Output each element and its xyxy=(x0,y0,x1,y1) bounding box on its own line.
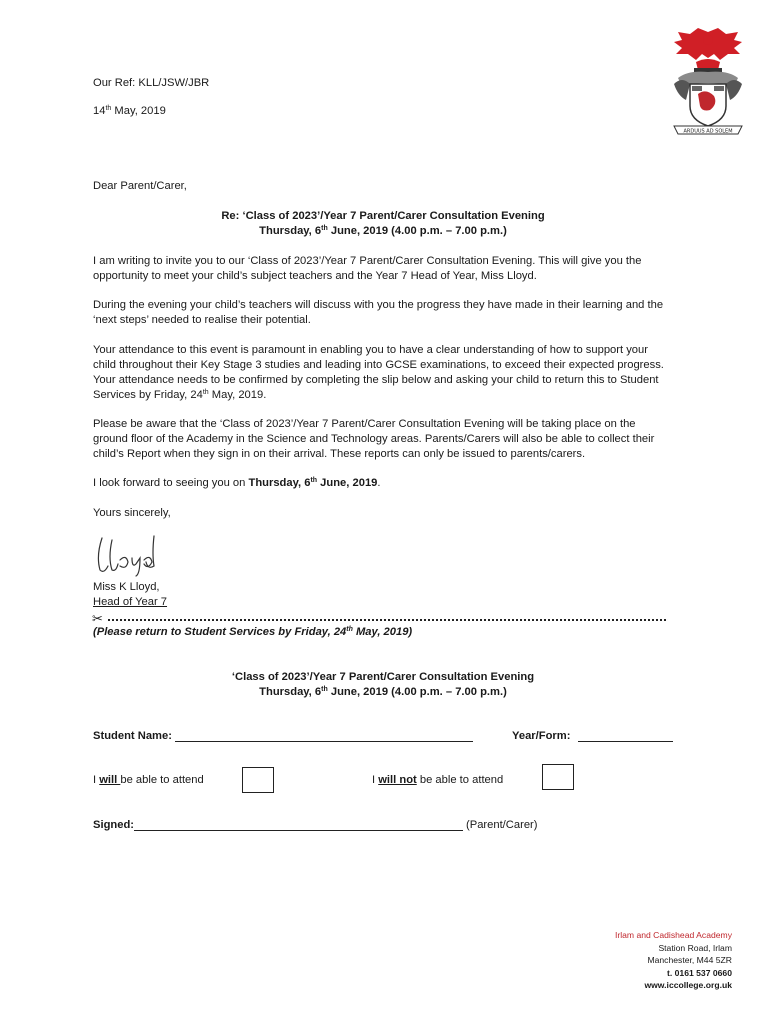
school-name: Irlam and Cadishead Academy xyxy=(614,930,732,940)
will-attend-label: I will be able to attend xyxy=(93,774,204,786)
address-line-2: Manchester, M44 5ZR xyxy=(647,955,732,966)
salutation: Dear Parent/Carer, xyxy=(93,180,187,192)
paragraph-location: Please be aware that the ‘Class of 2023’/Year 7 Parent/Carer Consultation Evening will be taking place on the ground floor of the Academy in the Science and Technology areas. Parents/Carers will also be able to collect their child’s Report when they sign in on their arrival. These reports can only be issued to parents/carers. xyxy=(93,418,655,460)
letter-date: 14th May, 2019 xyxy=(93,105,166,117)
will-attend-checkbox[interactable] xyxy=(242,767,274,793)
return-note: (Please return to Student Services by Friday, 24th May, 2019) xyxy=(93,626,413,638)
slip-date: Thursday, 6th June, 2019 (4.00 p.m. – 7.00 p.m.) xyxy=(259,686,507,698)
crest-motto: ARDUUS AD SOLEM xyxy=(683,128,733,135)
student-name-field[interactable] xyxy=(175,741,473,742)
year-form-label: Year/Form: xyxy=(512,730,571,742)
valediction: Yours sincerely, xyxy=(93,507,171,519)
handwritten-signature xyxy=(92,530,162,578)
signatory-name: Miss K Lloyd, xyxy=(93,581,160,593)
school-address-block xyxy=(615,929,732,992)
phone-number: t. 0161 537 0660 xyxy=(667,967,732,978)
paragraph-discussion: During the evening your child’s teachers will discuss with you the progress they have made in their learning and the ‘next steps’ needed to realise their potential. xyxy=(93,299,664,326)
school-crest-logo xyxy=(668,26,748,138)
slip-title: ‘Class of 2023’/Year 7 Parent/Carer Consultation Evening xyxy=(231,671,535,683)
parent-carer-suffix: (Parent/Carer) xyxy=(466,819,538,831)
scissors-icon: ✂ xyxy=(92,611,103,626)
paragraph-attendance: Your attendance to this event is paramount in enabling you to have a clear understanding of how to support your child throughout their Key Stage 3 studies and leading into GCSE examinations, to exceed their expected progress. Your attendance needs to be confirmed by completing the slip below and asking your child to return this to Student Services by Friday, 24th May, 2019. xyxy=(93,344,664,401)
signatory-title: Head of Year 7 xyxy=(93,596,168,608)
paragraph-invitation: I am writing to invite you to our ‘Class of 2023’/Year 7 Parent/Carer Consultation Evening. This will give you the opportunity to meet your child’s subject teachers and the Year 7 Head of Year, Miss Lloyd. xyxy=(93,255,642,282)
signed-label: Signed: xyxy=(93,819,135,831)
website-link[interactable]: www.iccollege.org.uk xyxy=(644,980,732,991)
signature-field[interactable] xyxy=(134,830,463,831)
year-form-field[interactable] xyxy=(578,741,673,742)
cut-line xyxy=(108,619,666,621)
subject-date: Thursday, 6th June, 2019 (4.00 p.m. – 7.00 p.m.) xyxy=(259,225,507,237)
student-name-label: Student Name: xyxy=(93,730,172,742)
will-not-attend-checkbox[interactable] xyxy=(542,764,574,790)
our-reference: Our Ref: KLL/JSW/JBR xyxy=(93,77,210,89)
subject-line: Re: ‘Class of 2023’/Year 7 Parent/Carer Consultation Evening xyxy=(221,210,545,222)
address-line-1: Station Road, Irlam xyxy=(658,942,732,953)
will-not-attend-label: I will not be able to attend xyxy=(372,774,504,786)
paragraph-closing-line: I look forward to seeing you on Thursday, 6th June, 2019. xyxy=(93,477,381,489)
